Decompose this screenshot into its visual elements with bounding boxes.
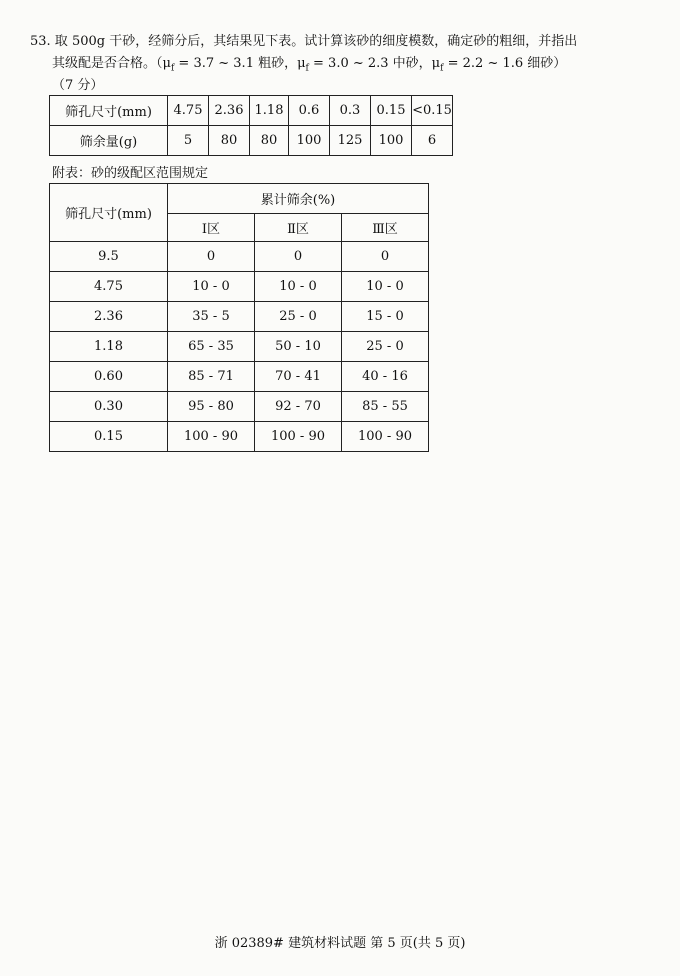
table-header-row xyxy=(50,184,429,214)
zone2-cell: 100 - 90 xyxy=(255,422,342,452)
zone3-cell: 10 - 0 xyxy=(342,272,429,302)
zone-header: Ⅲ区 xyxy=(342,214,429,242)
sieve-size-cell: <0.15 xyxy=(412,96,453,126)
medium-sand-range: = 3.0 ~ 2.3 中砂，μ xyxy=(308,56,441,71)
table-row xyxy=(50,126,453,156)
zone3-cell: 15 - 0 xyxy=(342,302,429,332)
size-cell: 0.30 xyxy=(50,392,168,422)
zone2-cell: 50 - 10 xyxy=(255,332,342,362)
retained-cell: 5 xyxy=(168,126,209,156)
table-row xyxy=(50,242,429,272)
size-header: 筛孔尺寸(mm) xyxy=(50,184,168,242)
zone3-cell: 100 - 90 xyxy=(342,422,429,452)
table-row xyxy=(50,332,429,362)
size-cell: 2.36 xyxy=(50,302,168,332)
sieve-size-label: 筛孔尺寸(mm) xyxy=(50,96,168,126)
page-footer: 浙 02389# 建筑材料试题 第 5 页(共 5 页) xyxy=(214,936,466,951)
question-line-2 xyxy=(52,52,566,74)
size-cell: 0.60 xyxy=(50,362,168,392)
table-row xyxy=(50,362,429,392)
zone2-cell: 10 - 0 xyxy=(255,272,342,302)
zone2-cell: 70 - 41 xyxy=(255,362,342,392)
sieve-size-cell: 1.18 xyxy=(250,96,289,126)
zone2-cell: 0 xyxy=(255,242,342,272)
zone3-cell: 85 - 55 xyxy=(342,392,429,422)
zone3-cell: 40 - 16 xyxy=(342,362,429,392)
zone1-cell: 65 - 35 xyxy=(168,332,255,362)
retained-cell: 100 xyxy=(371,126,412,156)
grading-zone-table xyxy=(49,183,429,452)
table-row xyxy=(50,302,429,332)
retained-cell: 100 xyxy=(289,126,330,156)
size-cell: 0.15 xyxy=(50,422,168,452)
sieve-size-cell: 0.3 xyxy=(330,96,371,126)
sieve-size-cell: 0.15 xyxy=(371,96,412,126)
zone1-cell: 35 - 5 xyxy=(168,302,255,332)
zone1-cell: 100 - 90 xyxy=(168,422,255,452)
sieve-size-cell: 4.75 xyxy=(168,96,209,126)
size-cell: 1.18 xyxy=(50,332,168,362)
mu-subscript-1: f xyxy=(170,63,175,74)
retained-cell: 80 xyxy=(209,126,250,156)
zone1-cell: 85 - 71 xyxy=(168,362,255,392)
sieve-results-table xyxy=(49,95,453,156)
zone1-cell: 95 - 80 xyxy=(168,392,255,422)
zone2-cell: 25 - 0 xyxy=(255,302,342,332)
sieve-size-cell: 0.6 xyxy=(289,96,330,126)
zone3-cell: 0 xyxy=(342,242,429,272)
size-cell: 4.75 xyxy=(50,272,168,302)
cumulative-header: 累计筛余(%) xyxy=(168,184,429,214)
question-score: （7 分） xyxy=(52,78,104,93)
zone1-cell: 10 - 0 xyxy=(168,272,255,302)
zone2-cell: 92 - 70 xyxy=(255,392,342,422)
size-cell: 9.5 xyxy=(50,242,168,272)
question-line-2-prefix: 其级配是否合格。（μ xyxy=(52,56,171,71)
appendix-title: 附表：砂的级配区范围规定 xyxy=(52,166,209,181)
table-row xyxy=(50,392,429,422)
zone1-cell: 0 xyxy=(168,242,255,272)
retained-cell: 125 xyxy=(330,126,371,156)
mu-subscript-2: f xyxy=(305,63,309,74)
coarse-sand-range: = 3.7 ~ 3.1 粗砂，μ xyxy=(174,56,306,71)
zone3-cell: 25 - 0 xyxy=(342,332,429,362)
table-row xyxy=(50,422,429,452)
question-line-1: 53. 取 500g 干砂，经筛分后，其结果见下表。试计算该砂的细度模数，确定砂的粗细，并指出 xyxy=(30,34,578,49)
table-row xyxy=(50,272,429,302)
retained-cell: 6 xyxy=(412,126,453,156)
retained-cell: 80 xyxy=(250,126,289,156)
table-row xyxy=(50,96,453,126)
sieve-size-cell: 2.36 xyxy=(209,96,250,126)
zone-header: Ⅱ区 xyxy=(255,214,342,242)
retained-label: 筛余量(g) xyxy=(50,126,168,156)
zone-header: Ⅰ区 xyxy=(168,214,255,242)
mu-subscript-3: f xyxy=(440,63,444,74)
fine-sand-range: = 2.2 ~ 1.6 细砂） xyxy=(443,56,567,71)
